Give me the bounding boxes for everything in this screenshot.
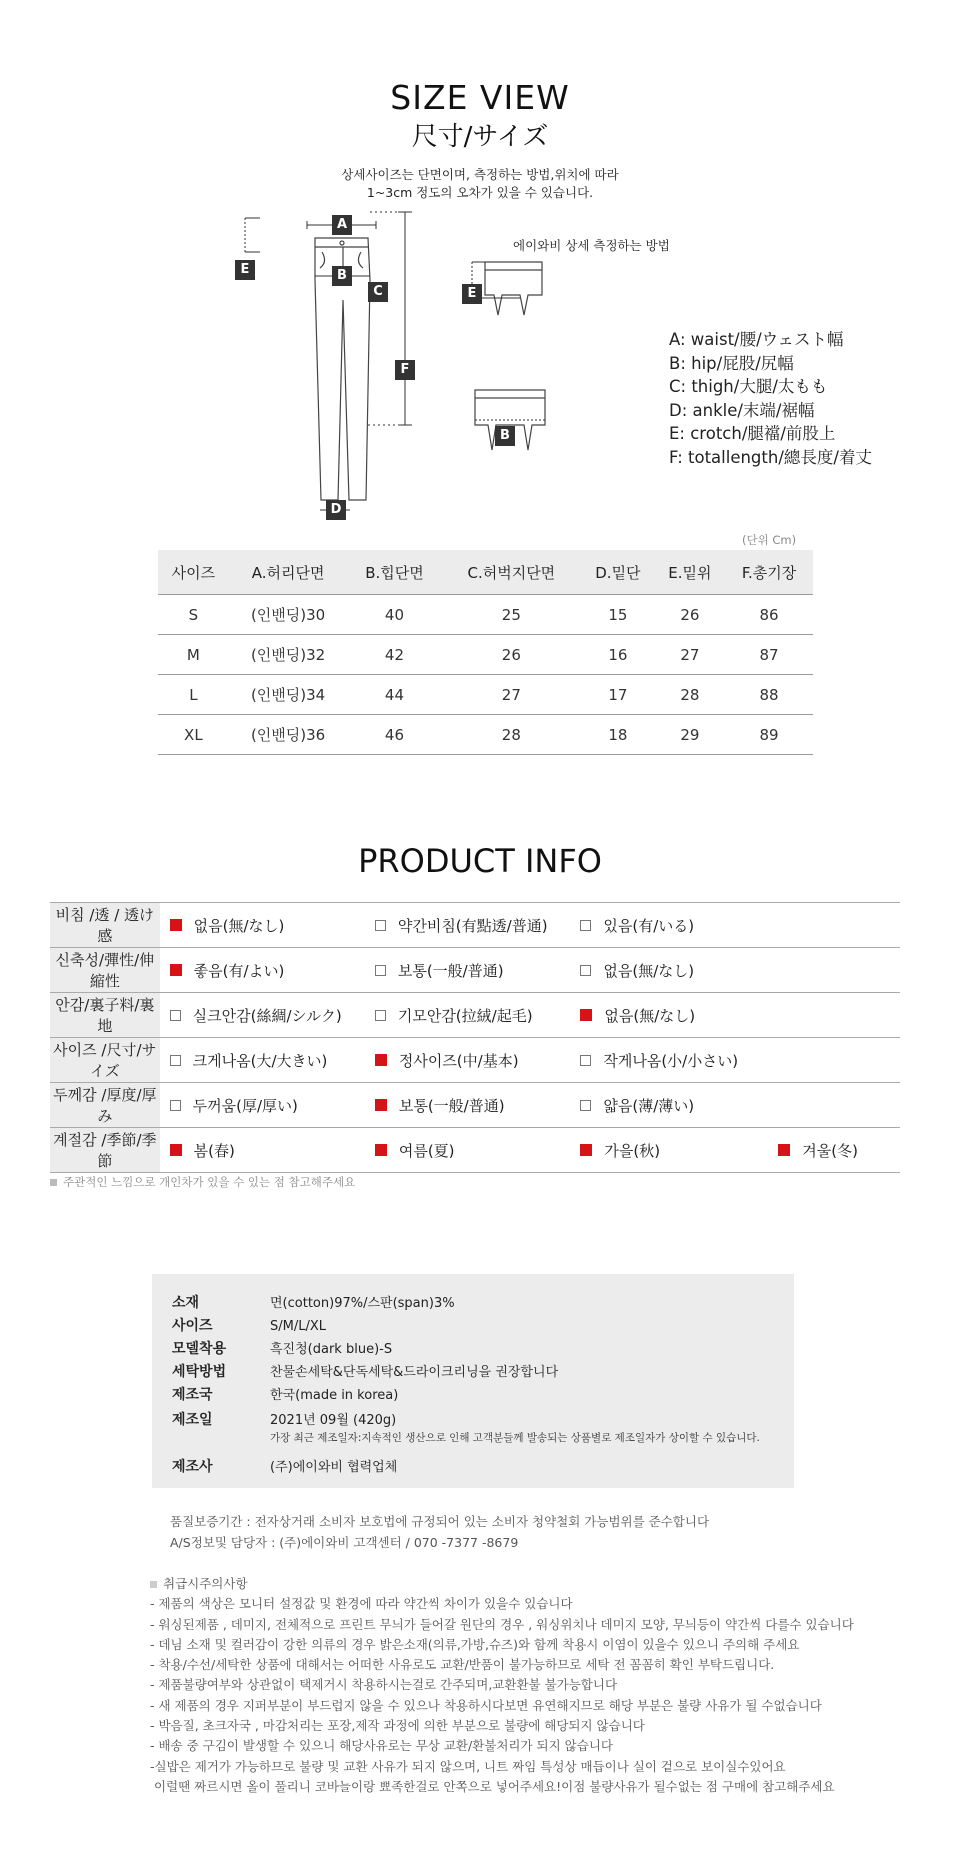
unchecked-box-icon xyxy=(580,920,591,931)
info-row-label: 신축성/彈性/伸縮性 xyxy=(50,948,160,993)
cell: 15 xyxy=(581,595,655,635)
info-option xyxy=(365,948,571,993)
care-instructions xyxy=(150,1574,854,1797)
legend-item: F: totallength/總長度/着丈 xyxy=(669,447,872,467)
info-row-label: 비침 /透 / 透け感 xyxy=(50,903,160,948)
footer-info xyxy=(170,1511,709,1553)
info-option-label: 보통(一般/普通) xyxy=(398,1096,505,1115)
cell: 17 xyxy=(581,675,655,715)
info-option-label: 겨울(冬) xyxy=(802,1141,858,1160)
size-note-line-1: 상세사이즈는 단면이며, 측정하는 방법,위치에 따라 xyxy=(341,167,619,182)
legend-item: B: hip/屁股/尻幅 xyxy=(669,353,794,373)
badge-f: F xyxy=(395,360,415,380)
info-row xyxy=(50,1038,900,1083)
info-row xyxy=(50,1128,900,1173)
table-row xyxy=(158,675,813,715)
info-option-label: 두꺼움(厚/厚い) xyxy=(192,1096,298,1115)
info-option-label: 보통(一般/普通) xyxy=(397,961,504,980)
material-row xyxy=(172,1409,396,1429)
cell: 29 xyxy=(655,715,725,755)
cell: 28 xyxy=(442,715,582,755)
cell: 28 xyxy=(655,675,725,715)
info-option-label: 없음(無/なし) xyxy=(193,916,285,935)
material-value: S/M/L/XL xyxy=(270,1319,326,1334)
badge-e: E xyxy=(235,260,255,280)
legend-item: D: ankle/末端/裾幅 xyxy=(669,400,815,420)
info-option-label: 실크안감(絲綢/シルク) xyxy=(192,1006,342,1025)
cell: (인밴딩)32 xyxy=(229,635,348,675)
care-title-text: 취급시주의사항 xyxy=(163,1576,248,1591)
cell: 26 xyxy=(655,595,725,635)
material-row xyxy=(172,1456,397,1476)
info-option-label: 봄(春) xyxy=(193,1141,235,1160)
size-note-line-2: 1~3cm 정도의 오차가 있을 수 있습니다. xyxy=(366,185,594,200)
cell: L xyxy=(158,675,229,715)
info-option-label: 작게나옴(小/小さい) xyxy=(603,1051,739,1070)
material-value: 찬물손세탁&단독세탁&드라이크리닝을 권장합니다 xyxy=(270,1365,559,1380)
checked-box-icon xyxy=(170,1144,182,1156)
info-option xyxy=(570,903,768,948)
checked-box-icon xyxy=(580,1009,592,1021)
material-key: 사이즈 xyxy=(172,1318,213,1334)
col-header: 사이즈 xyxy=(158,550,229,595)
material-value: 한국(made in korea) xyxy=(270,1388,399,1403)
material-row xyxy=(172,1292,455,1312)
unit-note: (단위 Cm) xyxy=(742,533,797,547)
material-row xyxy=(172,1384,398,1404)
cell: 40 xyxy=(347,595,441,635)
material-key: 모델착용 xyxy=(172,1341,227,1357)
warranty-text: 품질보증기간 : 전자상거래 소비자 보호법에 규정되어 있는 소비자 청약철회 가능범위를 준수합니다 xyxy=(170,1514,710,1529)
material-key: 제조사 xyxy=(172,1459,213,1475)
info-row-label: 안감/裏子料/裏地 xyxy=(50,993,160,1038)
info-option xyxy=(160,948,365,993)
info-option-label: 얇음(薄/薄い) xyxy=(603,1096,695,1115)
legend-item: E: crotch/腿襠/前股上 xyxy=(669,424,836,443)
info-option xyxy=(570,948,768,993)
info-option-label: 여름(夏) xyxy=(398,1141,455,1160)
product-info-table xyxy=(50,902,900,1173)
info-row-label: 계절감 /季節/季節 xyxy=(50,1128,160,1173)
info-option xyxy=(570,1083,768,1128)
info-option xyxy=(570,1128,768,1173)
cell: 44 xyxy=(347,675,441,715)
info-option xyxy=(570,993,768,1038)
info-row xyxy=(50,903,900,948)
cell: 26 xyxy=(442,635,582,675)
care-line: - 제품불량여부와 상관없이 택제거시 착용하시는걸로 간주되며,교환환불 불가능합니다 xyxy=(150,1677,618,1693)
col-header: C.허벅지단면 xyxy=(442,550,582,595)
square-bullet-icon xyxy=(150,1581,157,1588)
material-key: 제조국 xyxy=(172,1387,213,1403)
info-option xyxy=(365,903,571,948)
info-option xyxy=(365,1038,571,1083)
table-row xyxy=(158,715,813,755)
badge-e-method: E xyxy=(462,284,482,304)
unchecked-box-icon xyxy=(375,1010,386,1021)
care-line: - 제품의 색상은 모니터 설정값 및 환경에 따라 약간씩 차이가 있을수 있습니다 xyxy=(150,1596,573,1612)
info-option-label: 좋음(有/よい) xyxy=(193,961,285,980)
info-option xyxy=(160,1038,365,1083)
care-line: - 워싱된제품 , 데미지, 전체적으로 프린트 무늬가 들어갈 원단의 경우 , 워싱위치나 데미지 모양, 무늬등이 약간씩 다를수 있습니다 xyxy=(150,1616,854,1632)
badge-b-method: B xyxy=(495,426,515,446)
info-option xyxy=(160,1128,365,1173)
cell: 27 xyxy=(442,675,582,715)
unchecked-box-icon xyxy=(580,965,591,976)
cell: 18 xyxy=(581,715,655,755)
unchecked-box-icon xyxy=(170,1100,181,1111)
subjective-note-text: 주관적인 느낌으로 개인차가 있을 수 있는 점 참고해주세요 xyxy=(63,1175,356,1189)
unchecked-box-icon xyxy=(375,920,386,931)
info-row-label: 두께감 /厚度/厚み xyxy=(50,1083,160,1128)
care-line: 이럴땐 짜르시면 올이 풀리니 코바늘이랑 뾰족한걸로 안쪽으로 넣어주세요!이점 불량사유가 될수없는 점 구매에 참고해주세요 xyxy=(150,1778,835,1794)
unchecked-box-icon xyxy=(580,1100,591,1111)
checked-box-icon xyxy=(170,919,182,931)
care-title xyxy=(150,1574,854,1594)
square-bullet-icon xyxy=(50,1179,57,1186)
measurement-legend xyxy=(669,328,872,469)
care-line: - 새 제품의 경우 지퍼부분이 부드럽지 않을 수 있으나 착용하시다보면 유연해지므로 해당 부분은 불량 사유가 될 수없습니다 xyxy=(150,1697,822,1713)
material-key: 소재 xyxy=(172,1295,200,1311)
care-line: - 배송 중 구김이 발생할 수 있으니 해당사유로는 무상 교환/환불처리가 되지 않습니다 xyxy=(150,1738,613,1754)
info-option-label: 있음(有/いる) xyxy=(603,916,695,935)
care-line: -실밥은 제거가 가능하므로 불량 및 교환 사유가 되지 않으며, 니트 짜임 특성상 매듭이나 실이 겉으로 보이실수있어요 xyxy=(150,1758,786,1774)
legend-item: C: thigh/大腿/太もも xyxy=(669,377,828,396)
legend-item: A: waist/腰/ウェスト幅 xyxy=(669,330,844,349)
checked-box-icon xyxy=(375,1054,387,1066)
contact-text: A/S정보및 담당자 : (주)에이와비 고객센터 / 070 -7377 -8679 xyxy=(170,1535,519,1550)
cell: 16 xyxy=(581,635,655,675)
cell: 88 xyxy=(725,675,813,715)
checked-box-icon xyxy=(375,1144,387,1156)
cell: 89 xyxy=(725,715,813,755)
info-option-label: 정사이즈(中/基本) xyxy=(398,1051,519,1070)
cell: (인밴딩)36 xyxy=(229,715,348,755)
info-option xyxy=(160,1083,365,1128)
info-option xyxy=(365,1128,571,1173)
material-key: 세탁방법 xyxy=(172,1364,227,1380)
table-row xyxy=(158,595,813,635)
info-option xyxy=(570,1038,768,1083)
size-tolerance-note xyxy=(300,166,660,202)
col-header: B.힙단면 xyxy=(347,550,441,595)
material-value: 2021년 09월 (420g) xyxy=(270,1413,397,1428)
checked-box-icon xyxy=(375,1099,387,1111)
info-row xyxy=(50,1083,900,1128)
material-key: 제조일 xyxy=(172,1412,213,1428)
material-row xyxy=(172,1361,558,1381)
material-info-box xyxy=(152,1274,794,1488)
info-option-label: 없음(無/なし) xyxy=(603,961,695,980)
info-option-label: 크게나옴(大/大きい) xyxy=(192,1051,328,1070)
table-row xyxy=(158,635,813,675)
col-header: A.허리단면 xyxy=(229,550,348,595)
info-option-label: 없음(無/なし) xyxy=(604,1006,696,1025)
cell: S xyxy=(158,595,229,635)
cell: 25 xyxy=(442,595,582,635)
method-title: 에이와비 상세 측정하는 방법 xyxy=(513,238,670,253)
cell: M xyxy=(158,635,229,675)
info-option xyxy=(365,1083,571,1128)
care-line: - 데님 소재 및 컬러감이 강한 의류의 경우 밝은소재(의류,가방,슈즈)와 함께 착용시 이염이 있을수 있으니 주의해 주세요 xyxy=(150,1636,800,1652)
unchecked-box-icon xyxy=(580,1055,591,1066)
badge-a: A xyxy=(332,215,352,235)
manufacture-date-note: 가장 최근 제조일자:지속적인 생산으로 인해 고객분들께 발송되는 상품별로 제조일자가 상이할 수 있습니다. xyxy=(270,1432,760,1444)
info-option-label: 기모안감(拉絨/起毛) xyxy=(397,1006,533,1025)
size-view-title: SIZE VIEW xyxy=(390,78,570,117)
badge-d: D xyxy=(326,500,346,520)
unchecked-box-icon xyxy=(170,1055,181,1066)
material-value: 면(cotton)97%/스판(span)3% xyxy=(270,1296,455,1311)
material-value: 흑진청(dark blue)-S xyxy=(270,1342,393,1357)
badge-b: B xyxy=(332,266,352,286)
checked-box-icon xyxy=(170,964,182,976)
cell: XL xyxy=(158,715,229,755)
info-row-label: 사이즈 /尺寸/サイズ xyxy=(50,1038,160,1083)
col-header: E.밑위 xyxy=(655,550,725,595)
col-header: F.총기장 xyxy=(725,550,813,595)
info-row xyxy=(50,993,900,1038)
info-option-label: 가을(秋) xyxy=(604,1141,661,1160)
info-option xyxy=(768,1128,900,1173)
unchecked-box-icon xyxy=(375,965,386,976)
care-line: - 박음질, 초크자국 , 마감처리는 포장,제작 과정에 의한 부분으로 불량에 해당되지 않습니다 xyxy=(150,1718,645,1734)
cell: 46 xyxy=(347,715,441,755)
product-info-title: PRODUCT INFO xyxy=(358,842,602,880)
cell: (인밴딩)34 xyxy=(229,675,348,715)
info-option-label: 약간비침(有點透/普通) xyxy=(397,916,548,935)
size-table-header-row xyxy=(158,550,813,595)
badge-c: C xyxy=(368,282,388,302)
material-row xyxy=(172,1315,326,1335)
info-row xyxy=(50,948,900,993)
size-table xyxy=(158,550,813,755)
info-option xyxy=(160,903,365,948)
cell: 27 xyxy=(655,635,725,675)
cell: (인밴딩)30 xyxy=(229,595,348,635)
material-row xyxy=(172,1338,392,1358)
cell: 42 xyxy=(347,635,441,675)
info-option xyxy=(160,993,365,1038)
care-line: - 착용/수선/세탁한 상품에 대해서는 어떠한 사유로도 교환/반품이 불가능하므로 세탁 전 꼼꼼히 확인 부탁드립니다. xyxy=(150,1657,775,1673)
col-header: D.밑단 xyxy=(581,550,655,595)
checked-box-icon xyxy=(778,1144,790,1156)
cell: 87 xyxy=(725,635,813,675)
unchecked-box-icon xyxy=(170,1010,181,1021)
cell: 86 xyxy=(725,595,813,635)
size-view-subtitle: 尺寸/サイズ xyxy=(411,122,549,152)
info-option xyxy=(365,993,571,1038)
material-value: (주)에이와비 협력업체 xyxy=(270,1460,398,1475)
checked-box-icon xyxy=(580,1144,592,1156)
subjective-note xyxy=(50,1174,355,1190)
